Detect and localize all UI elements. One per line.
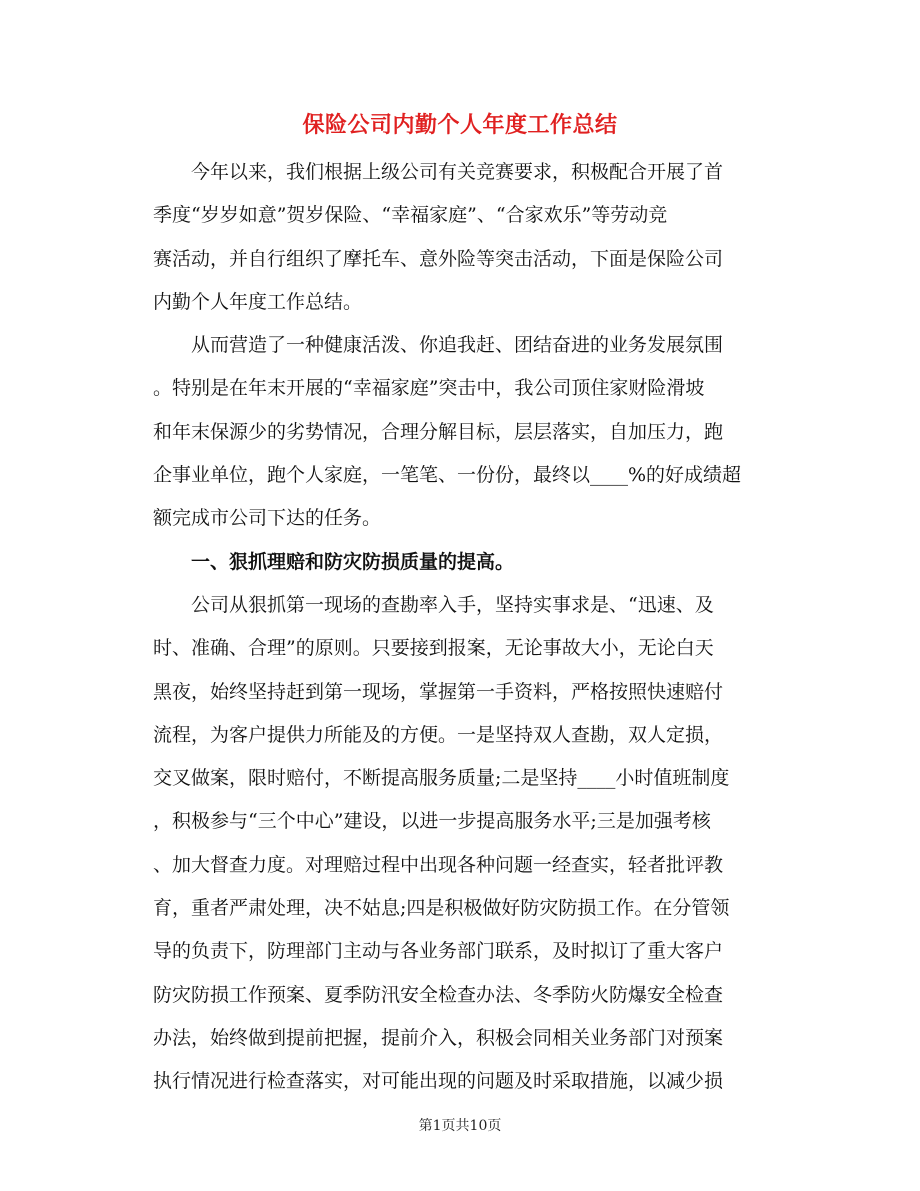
text-line: 公司从狠抓第一现场的查勘率入手，坚持实事求是、“迅速、及 xyxy=(153,593,714,616)
document-body xyxy=(153,151,767,1104)
text-line: 赛活动，并自行组织了摩托车、意外险等突击活动，下面是保险公司 xyxy=(153,247,724,270)
text-line: 防灾防损工作预案、夏季防汛安全检查办法、冬季防火防爆安全检查 xyxy=(153,983,724,1006)
text-line: 育，重者严肃处理，决不姑息;四是积极做好防灾防损工作。在分管领 xyxy=(153,897,730,920)
text-line: 办法，始终做到提前把握，提前介入，积极会同相关业务部门对预案 xyxy=(153,1026,724,1049)
text-line: 。特别是在年末开展的“幸福家庭”突击中，我公司顶住家财险滑坡 xyxy=(153,377,705,400)
page-number-footer: 第1页共10页 xyxy=(418,1118,502,1134)
text-line: 流程，为客户提供力所能及的方便。一是坚持双人查勘，双人定损， xyxy=(153,723,724,746)
text-line: 从而营造了一种健康活泼、你追我赶、团结奋进的业务发展氛围 xyxy=(153,334,724,357)
text-line: 和年末保源少的劣势情况，合理分解目标，层层落实，自加压力，跑 xyxy=(153,420,724,443)
text-line: 黑夜，始终坚持赶到第一现场，掌握第一手资料，严格按照快速赔付 xyxy=(153,680,724,703)
text-line: 内勤个人年度工作总结。 xyxy=(153,290,363,313)
section-heading: 一、狠抓理赔和防灾防损质量的提高。 xyxy=(153,550,515,573)
page-title: 保险公司内勤个人年度工作总结 xyxy=(302,112,618,138)
text-line: 今年以来，我们根据上级公司有关竞赛要求，积极配合开展了首 xyxy=(153,161,724,183)
text-line: 时、准确、合理”的原则。只要接到报案，无论事故大小，无论白天 xyxy=(153,637,714,660)
text-line: 、加大督查力度。对理赔过程中出现各种问题一经查实，轻者批评教 xyxy=(153,853,724,876)
text-line: 导的负责下，防理部门主动与各业务部门联系，及时拟订了重大客户 xyxy=(153,940,724,963)
text-line: 交叉做案，限时赔付，不断提高服务质量;二是坚持____小时值班制度 xyxy=(153,767,730,790)
text-line: 季度“岁岁如意”贺岁保险、“幸福家庭”、“合家欢乐”等劳动竞 xyxy=(153,204,668,227)
text-line: 执行情况进行检查落实，对可能出现的问题及时采取措施，以减少损 xyxy=(153,1070,724,1093)
text-line: 额完成市公司下达的任务。 xyxy=(153,507,382,530)
text-line: ，积极参与“三个中心”建设，以进一步提高服务水平;三是加强考核 xyxy=(153,810,711,833)
text-line: 企事业单位，跑个人家庭，一笔笔、一份份，最终以____%的好成绩超 xyxy=(153,464,742,487)
